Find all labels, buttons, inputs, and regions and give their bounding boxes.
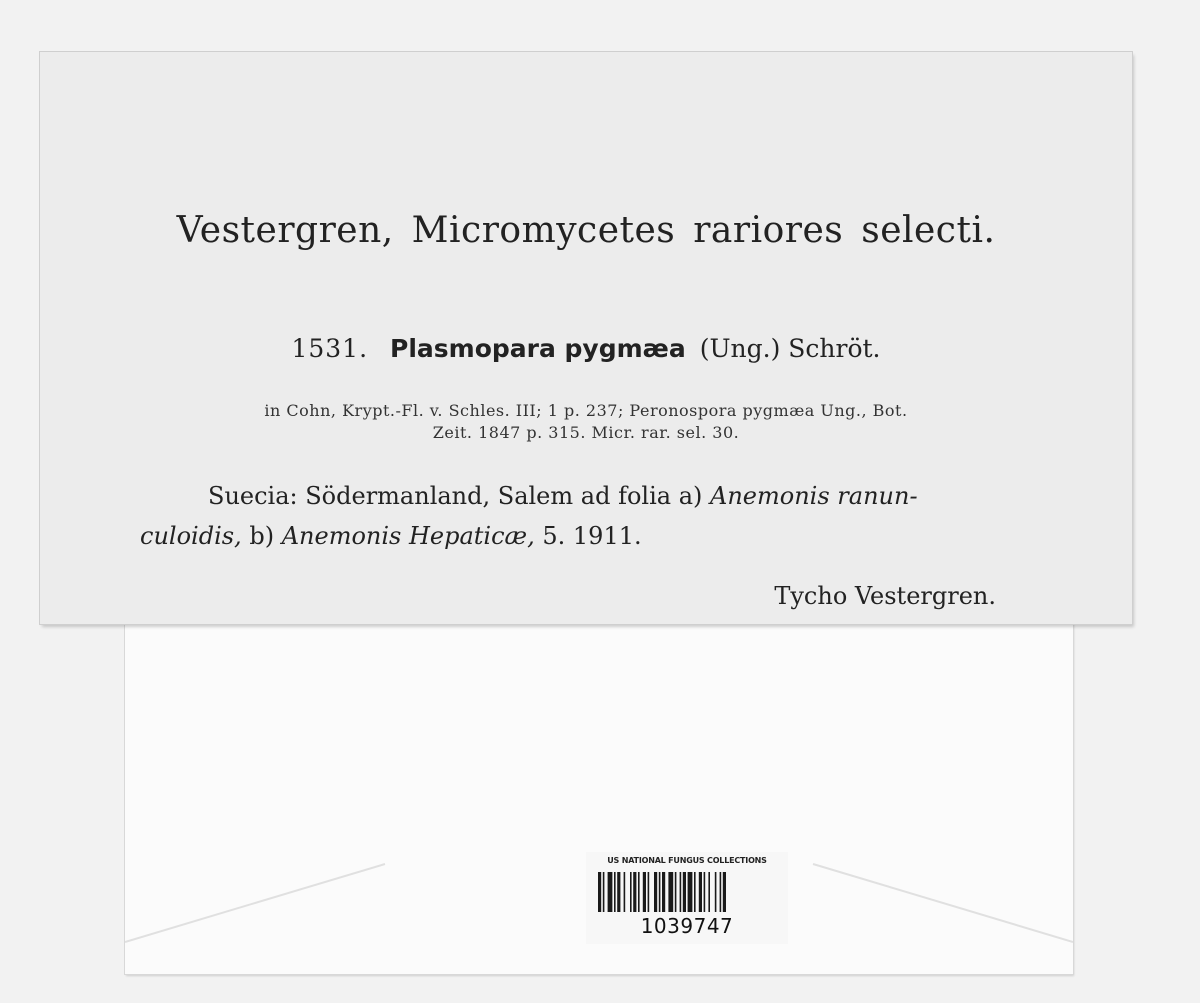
barcode-bar bbox=[680, 872, 682, 912]
barcode-bars bbox=[598, 872, 776, 912]
bibliographic-reference bbox=[140, 400, 1032, 444]
barcode-bar bbox=[688, 872, 693, 912]
host-a-part1: Anemonis ranun- bbox=[710, 482, 918, 510]
barcode-bar bbox=[638, 872, 640, 912]
barcode-bar bbox=[598, 872, 601, 912]
reference-line-1: in Cohn, Krypt.-Fl. v. Schles. III; 1 p. 237; Peronospora pygmæa Ung., Bot. bbox=[264, 401, 908, 420]
barcode-bar bbox=[715, 872, 717, 912]
specimen-packet bbox=[125, 612, 1073, 974]
host-b: Anemonis Hepaticæ, bbox=[281, 522, 535, 550]
barcode-bar bbox=[643, 872, 646, 912]
barcode-bar bbox=[654, 872, 657, 912]
barcode-bar bbox=[723, 872, 726, 912]
barcode-bar bbox=[617, 872, 620, 912]
barcode-bar bbox=[668, 872, 673, 912]
locality-line-2 bbox=[140, 516, 1030, 556]
exsiccata-number: 1531. bbox=[291, 334, 369, 363]
barcode-bar bbox=[624, 872, 626, 912]
barcode-heading: US NATIONAL FUNGUS COLLECTIONS bbox=[607, 856, 767, 865]
collection-date: 5. 1911. bbox=[542, 522, 642, 550]
barcode-bar bbox=[614, 872, 616, 912]
label-title: Vestergren, Micromycetes rariores selecti. bbox=[176, 210, 996, 251]
barcode-bar bbox=[633, 872, 636, 912]
host-b-prefix: b) bbox=[249, 522, 275, 550]
barcode-bar bbox=[603, 872, 605, 912]
host-a-part2: culoidis, bbox=[140, 522, 242, 550]
collector-name: Tycho Vestergren. bbox=[774, 582, 996, 610]
reference-line-2: Zeit. 1847 p. 315. Micr. rar. sel. 30. bbox=[432, 423, 740, 442]
barcode-bar bbox=[699, 872, 702, 912]
barcode-bar bbox=[630, 872, 632, 912]
locality-prefix: Suecia: Södermanland, Salem ad folia a) bbox=[208, 482, 703, 510]
barcode-bar bbox=[720, 872, 722, 912]
barcode-bar bbox=[708, 872, 710, 912]
locality-text bbox=[140, 476, 1030, 556]
barcode-bar bbox=[675, 872, 677, 912]
species-name: Plasmopara pygmæa bbox=[390, 334, 686, 363]
barcode-number: 1039747 bbox=[640, 914, 734, 938]
barcode-bar bbox=[704, 872, 706, 912]
barcode-bar bbox=[659, 872, 661, 912]
barcode-bar bbox=[662, 872, 665, 912]
species-author: (Ung.) Schröt. bbox=[699, 334, 881, 363]
barcode-bar bbox=[694, 872, 696, 912]
barcode-bar bbox=[683, 872, 686, 912]
specimen-label bbox=[40, 52, 1132, 624]
barcode-sticker bbox=[586, 852, 788, 944]
species-line bbox=[40, 334, 1132, 363]
barcode-bar bbox=[648, 872, 650, 912]
barcode-bar bbox=[608, 872, 613, 912]
locality-line-1 bbox=[140, 476, 1030, 516]
